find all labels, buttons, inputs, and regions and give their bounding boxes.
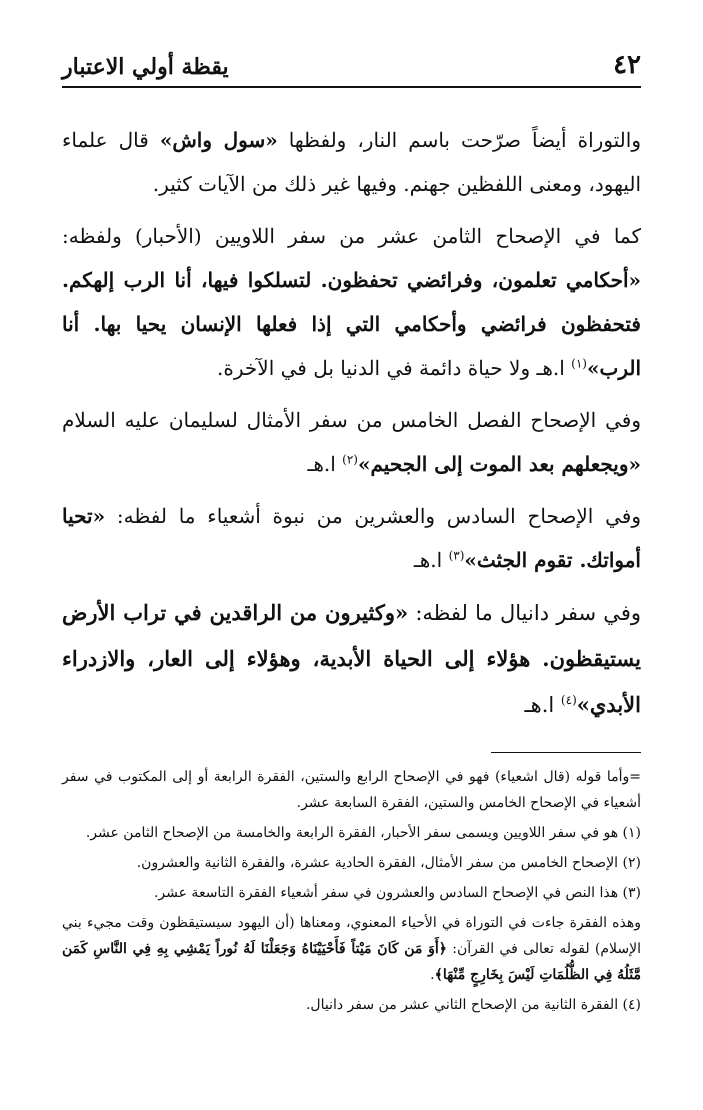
quran-verse: ﴿أَوَ مَن كَانَ مَيْتاً فَأَحْيَيْنَاهُ وَجَعَلْنَا لَهُ نُوراً يَمْشِي بِهِ فِي النَّاسِ كَمَن مَّثَلُهُ فِي الظُّلُمَاتِ لَيْسَ بِخَارِجٍ مِّنْهَا﴾ (62, 941, 641, 983)
text-run: وهذه الفقرة جاءت في التوراة في الأحياء المعنوي، ومعناها (أن اليهود سيستيقظون وقت مجيء بني الإسلام) لقوله تعالى في القرآن: (62, 915, 641, 957)
footnote-3-note (62, 910, 641, 988)
text-run: والتوراة أيضاً صرّحت باسم النار، ولفظها (277, 128, 641, 152)
footnote-ref[interactable]: (٣) (448, 548, 465, 563)
text-run: وفي الإصحاح الفصل الخامس من سفر الأمثال لسليمان عليه السلام (62, 408, 642, 432)
paragraph-proverbs (62, 398, 641, 486)
footnote-divider (491, 752, 641, 753)
paragraph-torah-fire (62, 118, 641, 206)
footnotes (62, 764, 641, 1022)
footnote-4: (٤) الفقرة الثانية من الإصحاح الثاني عشر من سفر دانيال. (305, 997, 641, 1013)
page-number: ٤٢ (613, 50, 641, 80)
page-header (62, 48, 641, 88)
main-text (62, 118, 641, 734)
quote: «سول واش» (159, 128, 278, 152)
quote: «تحيا أمواتك. تقوم الجثث» (62, 504, 641, 572)
text-run: وفي سفر دانيال ما لفظه: (408, 601, 641, 625)
text-run: . (430, 967, 435, 983)
quote: «أحكامي تعلمون، وفرائضي تحفظون. لتسلكوا فيها، أنا الرب إلهكم. فتحفظون فرائضي وأحكامي التي إذا فعلها الإنسان يحيا بها. أنا الرب» (62, 268, 641, 380)
text-run: وفي الإصحاح السادس والعشرين من نبوة أشعياء ما لفظه: (105, 504, 641, 528)
footnote-3: (٣) هذا النص في الإصحاح السادس والعشرون في سفر أشعياء الفقرة التاسعة عشر. (153, 885, 641, 901)
paragraph-daniel (62, 590, 641, 728)
footnote-ref[interactable]: (٢) (342, 452, 358, 467)
footnote-continuation: =وأما قوله (قال اشعياء) فهو في الإصحاح الرابع والستين، الفقرة الرابعة أو إلى المكتوب في سفر أشعياء في الإصحاح الخامس والستين، الفقرة السابعة عشر. (62, 769, 641, 811)
text-run: قال علماء اليهود، ومعنى اللفظين جهنم. وفيها غير ذلك من الآيات كثير. (62, 128, 641, 196)
footnote-ref[interactable]: (١) (571, 356, 587, 371)
footnote-2: (٢) الإصحاح الخامس من سفر الأمثال، الفقرة الحادية عشرة، والفقرة الثانية والعشرون. (136, 855, 641, 871)
paragraph-isaiah (62, 494, 641, 582)
quote: «وكثيرون من الراقدين في تراب الأرض يستيقظون. هؤلاء إلى الحياة الأبدية، وهؤلاء إلى العار، والازدراء الأبدي» (62, 600, 641, 717)
running-title: يقظة أولي الاعتبار (62, 54, 229, 80)
footnote-1: (١) هو في سفر اللاويين ويسمى سفر الأحبار، الفقرة الرابعة والخامسة من الإصحاح الثامن عشر. (85, 825, 641, 841)
text-run: ا.هـ (524, 693, 561, 717)
footnote-ref[interactable]: (٤) (560, 693, 577, 707)
quote: «ويجعلهم بعد الموت إلى الجحيم» (357, 452, 641, 476)
text-run: ا.هـ (307, 452, 343, 476)
text-run: كما في الإصحاح الثامن عشر من سفر اللاويين (الأحبار) ولفظه: (62, 224, 641, 248)
paragraph-leviticus (62, 214, 641, 390)
text-run: ا.هـ ولا حياة دائمة في الدنيا بل في الآخرة. (217, 356, 572, 380)
text-run: ا.هـ (413, 548, 449, 572)
